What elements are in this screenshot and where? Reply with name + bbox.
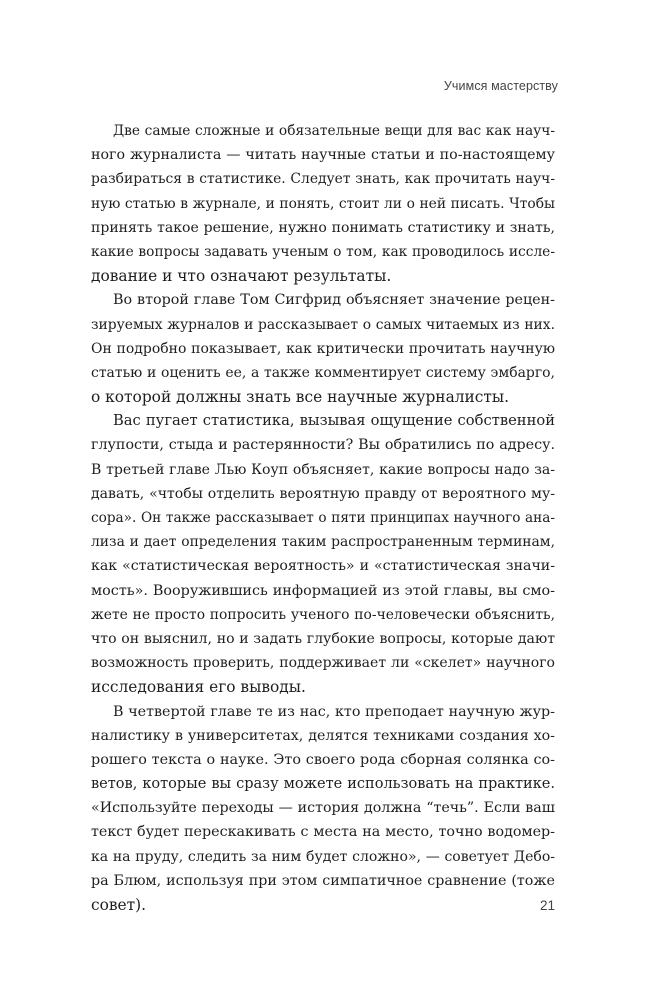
text-line: глупости, стыда и растерянности? Вы обратились по адресу. — [91, 437, 555, 454]
text-line: совет). — [91, 896, 147, 914]
paragraph-4 — [91, 700, 555, 918]
text-line: налистику в университетах, делятся техниками создания хо- — [91, 727, 555, 744]
text-line: исследования его выводы. — [91, 678, 306, 697]
page-number: 21 — [539, 898, 555, 913]
text-line: ную статью в журнале, и понять, стоит ли о ней писать. Чтобы — [91, 195, 555, 212]
text-line: разбираться в статистике. Следует знать, как прочитать науч- — [91, 171, 555, 188]
text-line: дование и что означают результаты. — [91, 267, 392, 286]
text-line: текст будет перескакивать с места на место, точно водомер- — [91, 824, 555, 841]
text-line: ка на пруду, следить за ним будет сложно», — советует Дебо- — [91, 848, 555, 865]
text-line: лиза и дает определения таким распространенным терминам, — [91, 534, 555, 551]
text-line: жете не просто попросить ученого по-человечески объяснить, — [91, 606, 555, 623]
running-header: Учимся мастерству — [443, 79, 558, 93]
text-line: зируемых журналов и рассказывает о самых читаемых из них. — [91, 316, 555, 333]
text-line: какие вопросы задавать ученым о том, как проводилось иссле- — [91, 243, 555, 260]
text-line: мость». Вооружившись информацией из этой главы, вы смо- — [91, 582, 555, 599]
paragraph-3 — [91, 409, 555, 699]
text-line: В третьей главе Лью Коуп объясняет, какие вопросы надо за- — [91, 461, 555, 478]
text-line: давать, «чтобы отделить вероятную правду от вероятного му- — [91, 485, 555, 502]
text-line: Во второй главе Том Сигфрид объясняет значение рецен- — [113, 292, 555, 309]
text-line: Две самые сложные и обязательные вещи для вас как науч- — [113, 123, 555, 139]
text-line: статью и оценить ее, а также комментирует систему эмбарго, — [91, 364, 555, 381]
paragraph-2 — [91, 288, 555, 409]
text-line: ветов, которые вы сразу можете использовать на практике. — [91, 776, 555, 793]
text-line: о которой должны знать все научные журналисты. — [91, 388, 510, 407]
paragraph-1 — [91, 119, 555, 288]
text-line: как «статистическая вероятность» и «статистическая значи- — [91, 558, 555, 575]
text-line: что он выяснил, но и задать глубокие вопросы, которые дают — [91, 630, 555, 647]
text-line: возможность проверить, поддерживает ли «скелет» научного — [91, 655, 555, 672]
text-line: «Используйте переходы — история должна “течь”. Если ваш — [91, 800, 555, 817]
text-line: Вас пугает статистика, вызывая ощущение собственной — [113, 412, 555, 430]
text-line: ного журналиста — читать научные статьи и по-настоящему — [91, 147, 555, 164]
text-line: рошего текста о науке. Это своего рода сборная солянка со- — [91, 751, 555, 768]
text-line: сора». Он также рассказывает о пяти принципах научного ана- — [91, 510, 555, 526]
text-line: Он подробно показывает, как критически прочитать научную — [91, 340, 555, 357]
text-line: принять такое решение, нужно понимать статистику и знать, — [91, 219, 555, 236]
text-line: ра Блюм, используя при этом симпатичное сравнение (тоже — [91, 872, 555, 889]
text-line: В четвертой главе те из нас, кто преподает научную жур- — [113, 703, 555, 720]
body-text — [91, 119, 555, 917]
